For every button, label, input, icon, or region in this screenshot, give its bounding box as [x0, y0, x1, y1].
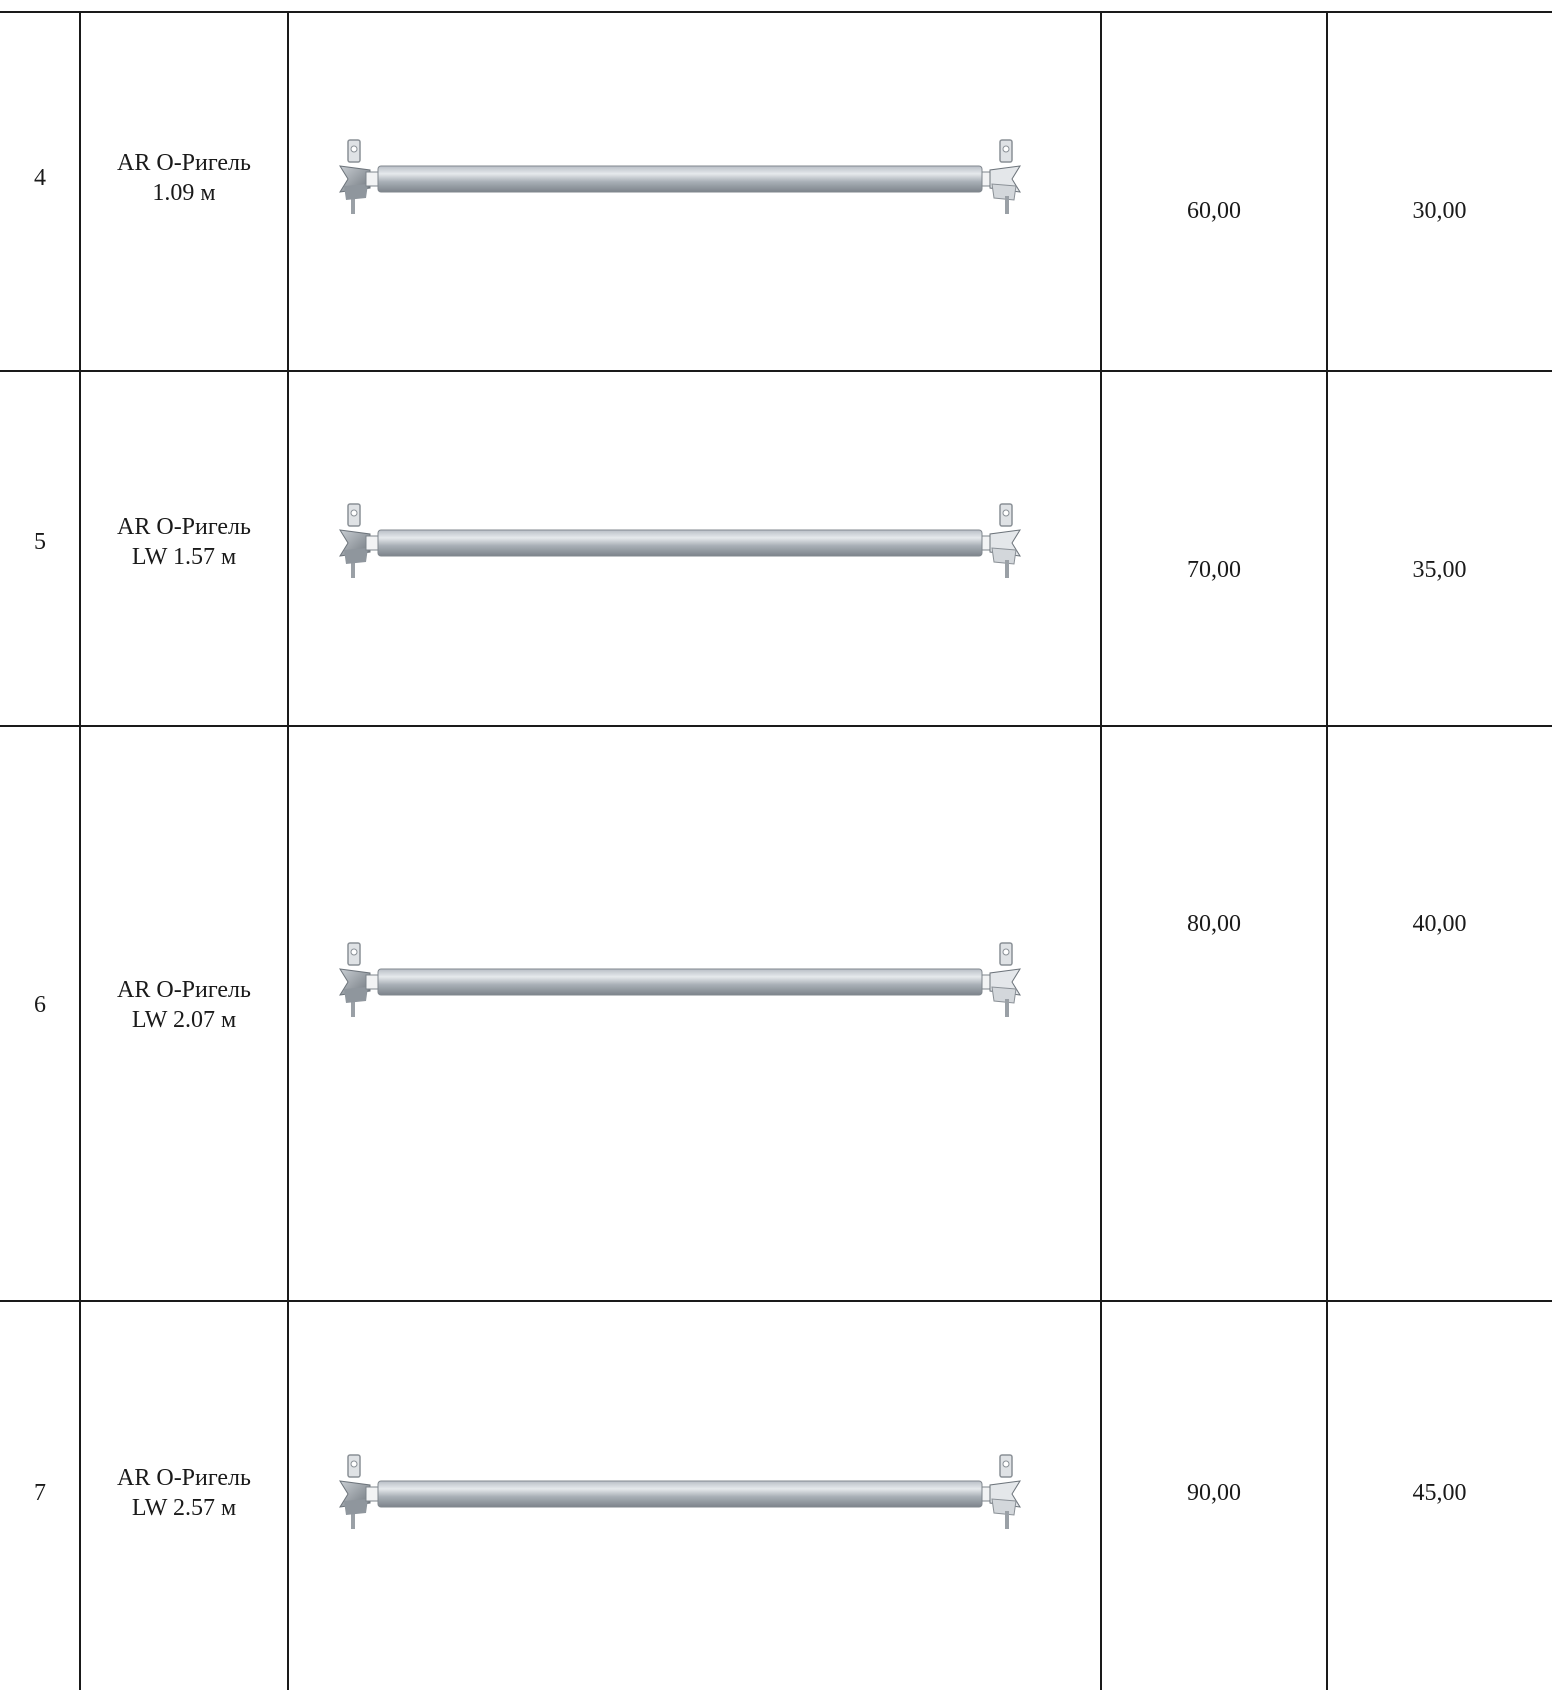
product-name-line1: AR O-Ригель [117, 977, 251, 1003]
table-row [0, 727, 1552, 1300]
product-name [80, 372, 288, 712]
product-name-line1: AR O-Ригель [117, 514, 251, 540]
product-image-cell [288, 727, 1101, 1283]
price-2: 35,00 [1412, 557, 1467, 583]
price-2: 40,00 [1412, 911, 1467, 937]
product-name-line2: 1.09 м [152, 180, 216, 206]
ledger-beam-icon [330, 490, 1030, 594]
table-row [0, 372, 1552, 725]
table-row [0, 1302, 1552, 1690]
product-name [80, 727, 288, 1283]
row-number: 7 [34, 1480, 46, 1506]
price-2: 30,00 [1412, 198, 1467, 224]
row-number: 5 [34, 529, 46, 555]
price-1: 70,00 [1187, 557, 1241, 583]
ledger-beam-icon [330, 929, 1030, 1033]
product-image-cell [288, 372, 1101, 712]
row-number: 4 [34, 165, 46, 191]
product-name-line2: LW 1.57 м [131, 544, 237, 570]
price-1: 90,00 [1187, 1480, 1241, 1506]
row-number: 6 [34, 992, 46, 1018]
product-image-cell [288, 1302, 1101, 1684]
product-name-line2: LW 2.07 м [131, 1007, 237, 1033]
table-row [0, 13, 1552, 370]
ledger-beam-icon [330, 138, 1030, 218]
product-name [80, 13, 288, 343]
product-name-line2: LW 2.57 м [131, 1495, 237, 1521]
product-name-line1: AR O-Ригель [117, 150, 251, 176]
price-1: 80,00 [1187, 911, 1241, 937]
price-1: 60,00 [1187, 198, 1241, 224]
product-name [80, 1302, 288, 1684]
product-name-line1: AR O-Ригель [117, 1465, 251, 1491]
product-image-cell [288, 13, 1101, 343]
price-2: 45,00 [1412, 1480, 1467, 1506]
ledger-beam-icon [330, 1441, 1030, 1545]
